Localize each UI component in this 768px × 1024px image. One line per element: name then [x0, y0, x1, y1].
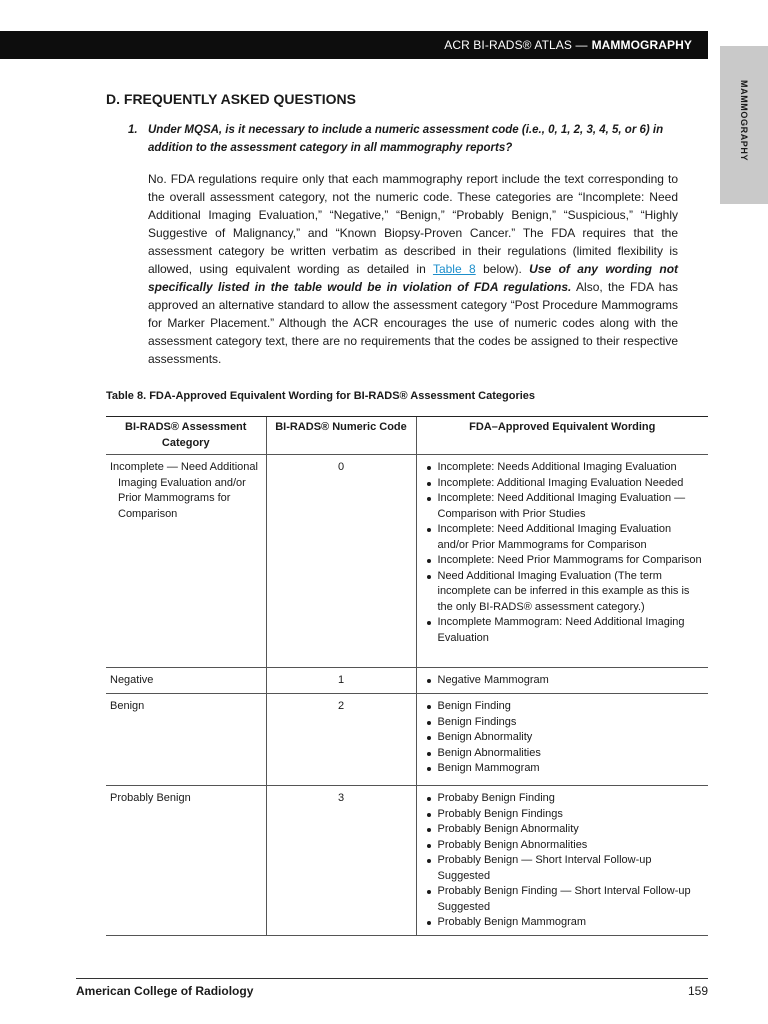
wording-item: Probably Benign Findings	[421, 807, 705, 823]
question-number: 1.	[128, 124, 138, 136]
category-cell	[106, 455, 266, 668]
code-cell: 2	[266, 694, 416, 786]
answer-text-3: Also, the FDA has approved an alternative standard to allow the assessment category “Post Procedure Mammograms for Marker Placement.” Although the ACR encourages the use of numeric codes along with the assessment category text, there are no requirements that the codes be assigned to their respective assessments.	[148, 280, 679, 366]
assessment-wording-table	[106, 416, 708, 936]
wording-item: Probaby Benign Finding	[421, 791, 705, 807]
table-row	[106, 694, 708, 786]
wording-item: Probably Benign Abnormality	[421, 822, 705, 838]
category-cell	[106, 786, 266, 936]
category-text: Benign	[110, 700, 145, 712]
running-header	[0, 31, 708, 59]
wording-item: Incomplete: Additional Imaging Evaluation Needed	[421, 476, 705, 492]
wording-item: Benign Finding	[421, 699, 705, 715]
table-row	[106, 786, 708, 936]
code-cell: 0	[266, 455, 416, 668]
wording-item: Benign Abnormality	[421, 730, 705, 746]
faq-question	[128, 121, 688, 157]
wording-item: Incomplete Mammogram: Need Additional Imaging Evaluation	[421, 615, 705, 646]
question-text: Under MQSA, is it necessary to include a numeric assessment code (i.e., 0, 1, 2, 3, 4, 5, or 6) in addition to the assessment category in all mammography reports?	[148, 124, 664, 154]
wording-item: Negative Mammogram	[421, 673, 705, 689]
wording-cell	[416, 786, 708, 936]
table-header-row	[106, 417, 708, 455]
wording-item: Incomplete: Needs Additional Imaging Evaluation	[421, 460, 705, 476]
wording-cell	[416, 455, 708, 668]
table-8-link[interactable]: Table 8	[432, 262, 476, 276]
side-section-tab	[720, 46, 768, 204]
table-caption: Table 8. FDA-Approved Equivalent Wording for BI-RADS® Assessment Categories	[106, 390, 536, 402]
category-cell	[106, 668, 266, 694]
wording-item: Benign Findings	[421, 715, 705, 731]
category-text: Incomplete — Need Additional Imaging Evaluation and/or Prior Mammograms for Comparison	[110, 461, 258, 520]
code-cell: 1	[266, 668, 416, 694]
page-number: 159	[687, 984, 708, 998]
answer-emphasis: Use of any wording not specifically listed in the table would be in violation of FDA regulations.	[148, 262, 679, 294]
code-cell: 3	[266, 786, 416, 936]
answer-text-1: No. FDA regulations require only that each mammography report include the text corresponding to the overall assessment category, not the numeric code. These categories are “Incomplete: Need Additional Imaging Evaluation,” “Negative,” “Benign,” “Probably Benign,” “Suspicious,” “Highly Suggestive of Malignancy,” and “Known Biopsy-Proven Cancer.” The FDA requires that the assessment category be written verbatim as described in their regulations (limited flexibility is allowed, using equivalent wording as detailed in	[148, 172, 678, 276]
table-row	[106, 455, 708, 668]
faq-answer	[148, 170, 678, 368]
table-row	[106, 668, 708, 694]
footer-divider	[76, 978, 708, 979]
header-assessment-category: BI-RADS® Assessment Category	[106, 417, 266, 455]
wording-item: Probably Benign Finding — Short Interval Follow-up Suggested	[421, 884, 705, 915]
header-equivalent-wording: FDA–Approved Equivalent Wording	[416, 417, 708, 455]
wording-item: Incomplete: Need Prior Mammograms for Comparison	[421, 553, 705, 569]
wording-item: Benign Abnormalities	[421, 746, 705, 762]
wording-list	[421, 699, 705, 777]
section-label: MAMMOGRAPHY	[591, 38, 692, 52]
wording-item: Incomplete: Need Additional Imaging Evaluation — Comparison with Prior Studies	[421, 491, 705, 522]
header-numeric-code: BI-RADS® Numeric Code	[266, 417, 416, 455]
section-title: D. FREQUENTLY ASKED QUESTIONS	[106, 91, 356, 107]
wording-item: Need Additional Imaging Evaluation (The term incomplete can be inferred in this example as this is the only BI-RADS® assessment category.)	[421, 569, 705, 616]
wording-item: Probably Benign — Short Interval Follow-up Suggested	[421, 853, 705, 884]
footer-organization: American College of Radiology	[76, 984, 254, 998]
wording-item: Benign Mammogram	[421, 761, 705, 777]
atlas-label: ACR BI-RADS® ATLAS —	[444, 38, 588, 52]
category-text: Probably Benign	[110, 792, 191, 804]
wording-item: Probably Benign Abnormalities	[421, 838, 705, 854]
category-text: Negative	[110, 674, 154, 686]
wording-cell	[416, 694, 708, 786]
answer-text-2: below).	[483, 262, 522, 276]
wording-list	[421, 673, 705, 689]
wording-item: Probably Benign Mammogram	[421, 915, 705, 931]
wording-list	[421, 460, 705, 646]
wording-cell	[416, 668, 708, 694]
category-cell	[106, 694, 266, 786]
wording-list	[421, 791, 705, 931]
wording-item: Incomplete: Need Additional Imaging Evaluation and/or Prior Mammograms for Comparison	[421, 522, 705, 553]
side-tab-label: MAMMOGRAPHY	[739, 80, 749, 162]
